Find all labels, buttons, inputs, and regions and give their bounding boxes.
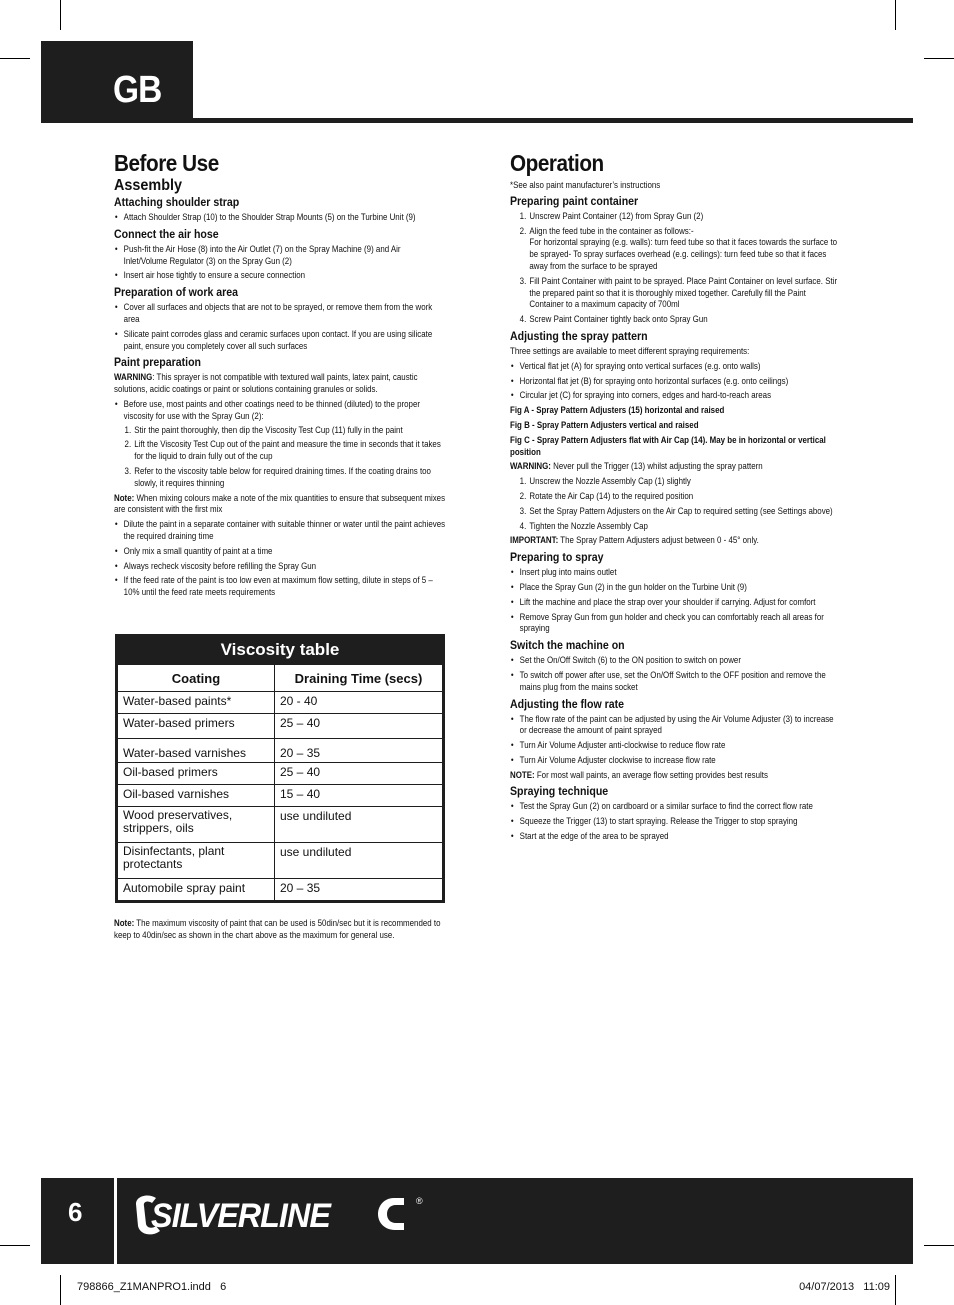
table-row	[118, 807, 443, 843]
subheading-spray-pattern: Adjusting the spray pattern	[510, 330, 648, 343]
step-item: 1. Stir the paint thoroughly, then dip the Viscosity Test Cup (11) fully in the paint	[124, 424, 403, 435]
fig-c-caption: Fig C - Spray Pattern Adjusters flat with Air Cap (14). May be in horizontal or vertical position	[510, 434, 826, 457]
warning-label: WARNING	[114, 372, 153, 383]
brand-wordmark: SILVERLINE	[151, 1197, 330, 1236]
list-item: • Turn Air Volume Adjuster anti-clockwise to reduce flow rate	[510, 740, 842, 752]
table-cell: Automobile spray paint	[118, 879, 275, 901]
dilution-list	[114, 519, 446, 599]
warning-paragraph: WARNING: Never pull the Trigger (13) whilst adjusting the spray pattern	[510, 461, 763, 472]
table-row	[118, 843, 443, 879]
table-cell: Oil-based primers	[118, 763, 275, 785]
step-item: 2. Align the feed tube in the container as follows:- For horizontal spraying (e.g. walls): turn feed tube so that it faces towards the surface to be sprayed- To spray surfaces overhead (e.g. ceilings): turn feed tube so that it faces away from the surface to be sprayed	[519, 225, 838, 271]
table-cell: Water-based varnishes	[118, 739, 275, 763]
language-code: GB	[113, 69, 162, 111]
viscosity-table-title: Viscosity table	[117, 636, 443, 664]
crop-mark	[60, 1275, 61, 1305]
table-cell: 25 – 40	[275, 763, 443, 785]
step-item: 4. Screw Paint Container tightly back onto Spray Gun	[519, 314, 708, 325]
subheading-spraying-technique: Spraying technique	[510, 786, 609, 799]
table-cell: Wood preservatives, strippers, oils	[118, 807, 275, 843]
crop-mark	[895, 0, 896, 30]
table-row	[118, 785, 443, 807]
step-item: 4. Tighten the Nozzle Assembly Cap	[519, 520, 648, 531]
pattern-steps	[510, 476, 842, 532]
column-header-coating: Coating	[118, 665, 275, 692]
table-row	[118, 714, 443, 739]
step-item: 3. Refer to the viscosity table below for required draining times. If the coating drains too slowly, it requires thinning	[124, 465, 431, 488]
list-item: • Remove Spray Gun from gun holder and check you can comfortably reach all areas for spraying	[510, 612, 842, 636]
step-item: 3. Fill Paint Container with paint to be sprayed. Place Paint Container on level surface. Stir the prepared paint so that it is thoroughly mixed together. Carefully fill the Paint Container to a maximum capacity of 700ml	[519, 275, 838, 310]
list-item: • Before use, most paints and other coatings need to be thinned (diluted) to the proper viscosity for use with the Spray Gun (2): 1. Stir the paint thoroughly, then dip the Viscosity Test Cup (11) fully in the paint 2. Lift the Viscosity Test Cup out of the paint and measure the time in seconds that it takes for the liquid to drain fully out of the cup 3. Refer to the viscosity table below for required draining times. If the coating drains too slowly, it requires thinning	[114, 399, 446, 490]
column-header-draining-time: Draining Time (secs)	[275, 665, 443, 692]
viscosity-note: Note: The maximum viscosity of paint that can be used is 50din/sec but it is recommended to keep to 40din/sec as shown in the chart above as the maximum for general use.	[114, 918, 441, 940]
list-item: • Cover all surfaces and objects that are not to be sprayed, or remove them from the work area	[114, 302, 446, 326]
list-item: • Test the Spray Gun (2) on cardboard or a similar surface to find the correct flow rate	[510, 801, 842, 813]
spraying-technique-list	[510, 801, 842, 842]
date-info: 04/07/2013 11:09	[799, 1281, 890, 1293]
table-row	[118, 879, 443, 901]
list-item: • Lift the machine and place the strap over your shoulder if carrying. Adjust for comfort	[510, 597, 842, 609]
registered-mark: ®	[416, 1196, 423, 1206]
list-item: • Insert air hose tightly to ensure a secure connection	[114, 270, 446, 282]
crop-mark	[0, 1245, 30, 1246]
list-item: • Horizontal flat jet (B) for spraying onto horizontal surfaces (e.g. onto ceilings)	[510, 376, 842, 388]
before-use-column	[114, 150, 446, 602]
header-rule	[193, 118, 913, 123]
subheading-switch-on: Switch the machine on	[510, 640, 625, 653]
list-item: • Circular jet (C) for spraying into corners, edges and hard-to-reach areas	[510, 390, 842, 402]
fig-b-caption: Fig B - Spray Pattern Adjusters vertical and raised	[510, 419, 699, 430]
switch-on-list	[510, 655, 842, 693]
see-also-note: *See also paint manufacturer’s instructions	[510, 180, 661, 190]
subheading-work-area: Preparation of work area	[114, 287, 239, 300]
viscosity-table	[115, 634, 445, 903]
list-item: • Vertical flat jet (A) for spraying onto vertical surfaces (e.g. onto walls)	[510, 361, 842, 373]
spray-pattern-intro: Three settings are available to meet different spraying requirements:	[510, 345, 750, 356]
assembly-heading: Assembly	[114, 177, 183, 194]
crop-mark	[60, 0, 61, 30]
table-cell: use undiluted	[275, 843, 443, 879]
table-cell: 25 – 40	[275, 714, 443, 739]
step-item: 2. Rotate the Air Cap (14) to the required position	[519, 490, 694, 501]
subheading-paint-preparation: Paint preparation	[114, 357, 202, 370]
fig-a-caption: Fig A - Spray Pattern Adjusters (15) horizontal and raised	[510, 405, 725, 416]
wrench-logo-icon	[132, 1190, 432, 1240]
page-number: 6	[68, 1197, 83, 1227]
table-row	[118, 739, 443, 763]
paint-prep-list	[114, 399, 446, 490]
list-item: • Place the Spray Gun (2) in the gun holder on the Turbine Unit (9)	[510, 582, 842, 594]
list-item: • Set the On/Off Switch (6) to the ON position to switch on power	[510, 655, 842, 667]
list-item: • Insert plug into mains outlet	[510, 567, 842, 579]
list-item: • Push-fit the Air Hose (8) into the Air Outlet (7) on the Spray Machine (9) and Air Inlet/Volume Regulator (3) on the Spray Gun (2)	[114, 244, 446, 268]
subheading-air-hose: Connect the air hose	[114, 228, 219, 241]
list-item: • Turn Air Volume Adjuster clockwise to increase flow rate	[510, 755, 842, 767]
list-item: • Attach Shoulder Strap (10) to the Shoulder Strap Mounts (5) on the Turbine Unit (9)	[114, 212, 446, 224]
warning-paragraph: WARNING: This sprayer is not compatible with textured wall paints, latex paint, caustic solutions, acidic coatings or paint or solutions containing granules or solids.	[114, 372, 418, 395]
list-item: • Silicate paint corrodes glass and ceramic surfaces upon contact. If you are using silicate paint, ensure you completely cover all such surfaces	[114, 329, 446, 353]
list-item: • The flow rate of the paint can be adjusted by using the Air Volume Adjuster (3) to increase or decrease the amount of paint sprayed	[510, 714, 842, 738]
subheading-preparing-spray: Preparing to spray	[510, 552, 604, 565]
spray-pattern-list	[510, 361, 842, 402]
container-steps	[510, 211, 842, 326]
list-item: • To switch off power after use, set the On/Off Switch to the OFF position and remove the mains plug from the mains socket	[510, 670, 842, 694]
table-row	[118, 763, 443, 785]
list-item: • Only mix a small quantity of paint at a time	[114, 546, 446, 558]
crop-mark	[924, 1245, 954, 1246]
list-item: • Always recheck viscosity before refilling the Spray Gun	[114, 561, 446, 573]
step-item: 1. Unscrew Paint Container (12) from Spray Gun (2)	[519, 210, 704, 221]
table-row	[118, 692, 443, 714]
note-paragraph: NOTE: For most wall paints, an average flow setting provides best results	[510, 769, 768, 780]
step-item: 2. Lift the Viscosity Test Cup out of the paint and measure the time in seconds that it takes for the liquid to drain fully out of the cup	[124, 439, 441, 462]
step-item: 3. Set the Spray Pattern Adjusters on the Air Cap to required setting (see Settings above)	[519, 505, 833, 516]
step-item: 1. Unscrew the Nozzle Assembly Cap (1) slightly	[519, 476, 691, 487]
subheading-flow-rate: Adjusting the flow rate	[510, 698, 625, 711]
language-tab	[41, 41, 193, 123]
shoulder-strap-list	[114, 212, 446, 224]
footer-divider	[114, 1178, 117, 1264]
viscosity-grid	[117, 664, 443, 901]
table-cell: 20 – 35	[275, 879, 443, 901]
table-header-row	[118, 665, 443, 692]
table-cell: 15 – 40	[275, 785, 443, 807]
flow-rate-list	[510, 714, 842, 767]
silverline-logo	[132, 1190, 432, 1240]
list-item: • If the feed rate of the paint is too low even at maximum flow setting, dilute in steps of 5 – 10% until the feed rate meets requirements	[114, 575, 446, 599]
list-item: • Squeeze the Trigger (13) to start spraying. Release the Trigger to stop spraying	[510, 816, 842, 828]
crop-mark	[895, 1275, 896, 1305]
subheading-shoulder-strap: Attaching shoulder strap	[114, 197, 240, 209]
operation-column	[510, 150, 842, 846]
work-area-list	[114, 302, 446, 352]
preparing-spray-list	[510, 567, 842, 635]
list-item: • Start at the edge of the area to be sprayed	[510, 831, 842, 843]
crop-mark	[0, 58, 30, 59]
table-cell: Water-based paints*	[118, 692, 275, 714]
important-paragraph: IMPORTANT: The Spray Pattern Adjusters adjust between 0 - 45° only.	[510, 535, 759, 546]
list-item: • Dilute the paint in a separate container with suitable thinner or water until the paint achieves the required draining time	[114, 519, 446, 543]
viscosity-steps	[114, 425, 446, 490]
table-cell: Oil-based varnishes	[118, 785, 275, 807]
table-cell: 20 – 35	[275, 739, 443, 763]
table-cell: Water-based primers	[118, 714, 275, 739]
section-title-operation: Operation	[510, 150, 604, 176]
crop-mark	[924, 58, 954, 59]
file-info: 798866_Z1MANPRO1.indd 6	[77, 1281, 227, 1293]
section-title-before-use: Before Use	[114, 150, 219, 176]
air-hose-list	[114, 244, 446, 282]
table-cell: Disinfectants, plant protectants	[118, 843, 275, 879]
table-cell: 20 - 40	[275, 692, 443, 714]
note-paragraph: Note: When mixing colours make a note of the mix quantities to ensure that subsequent mixes are consistent with the first mix	[114, 492, 446, 515]
subheading-preparing-container: Preparing paint container	[510, 195, 639, 208]
table-cell: use undiluted	[275, 807, 443, 843]
